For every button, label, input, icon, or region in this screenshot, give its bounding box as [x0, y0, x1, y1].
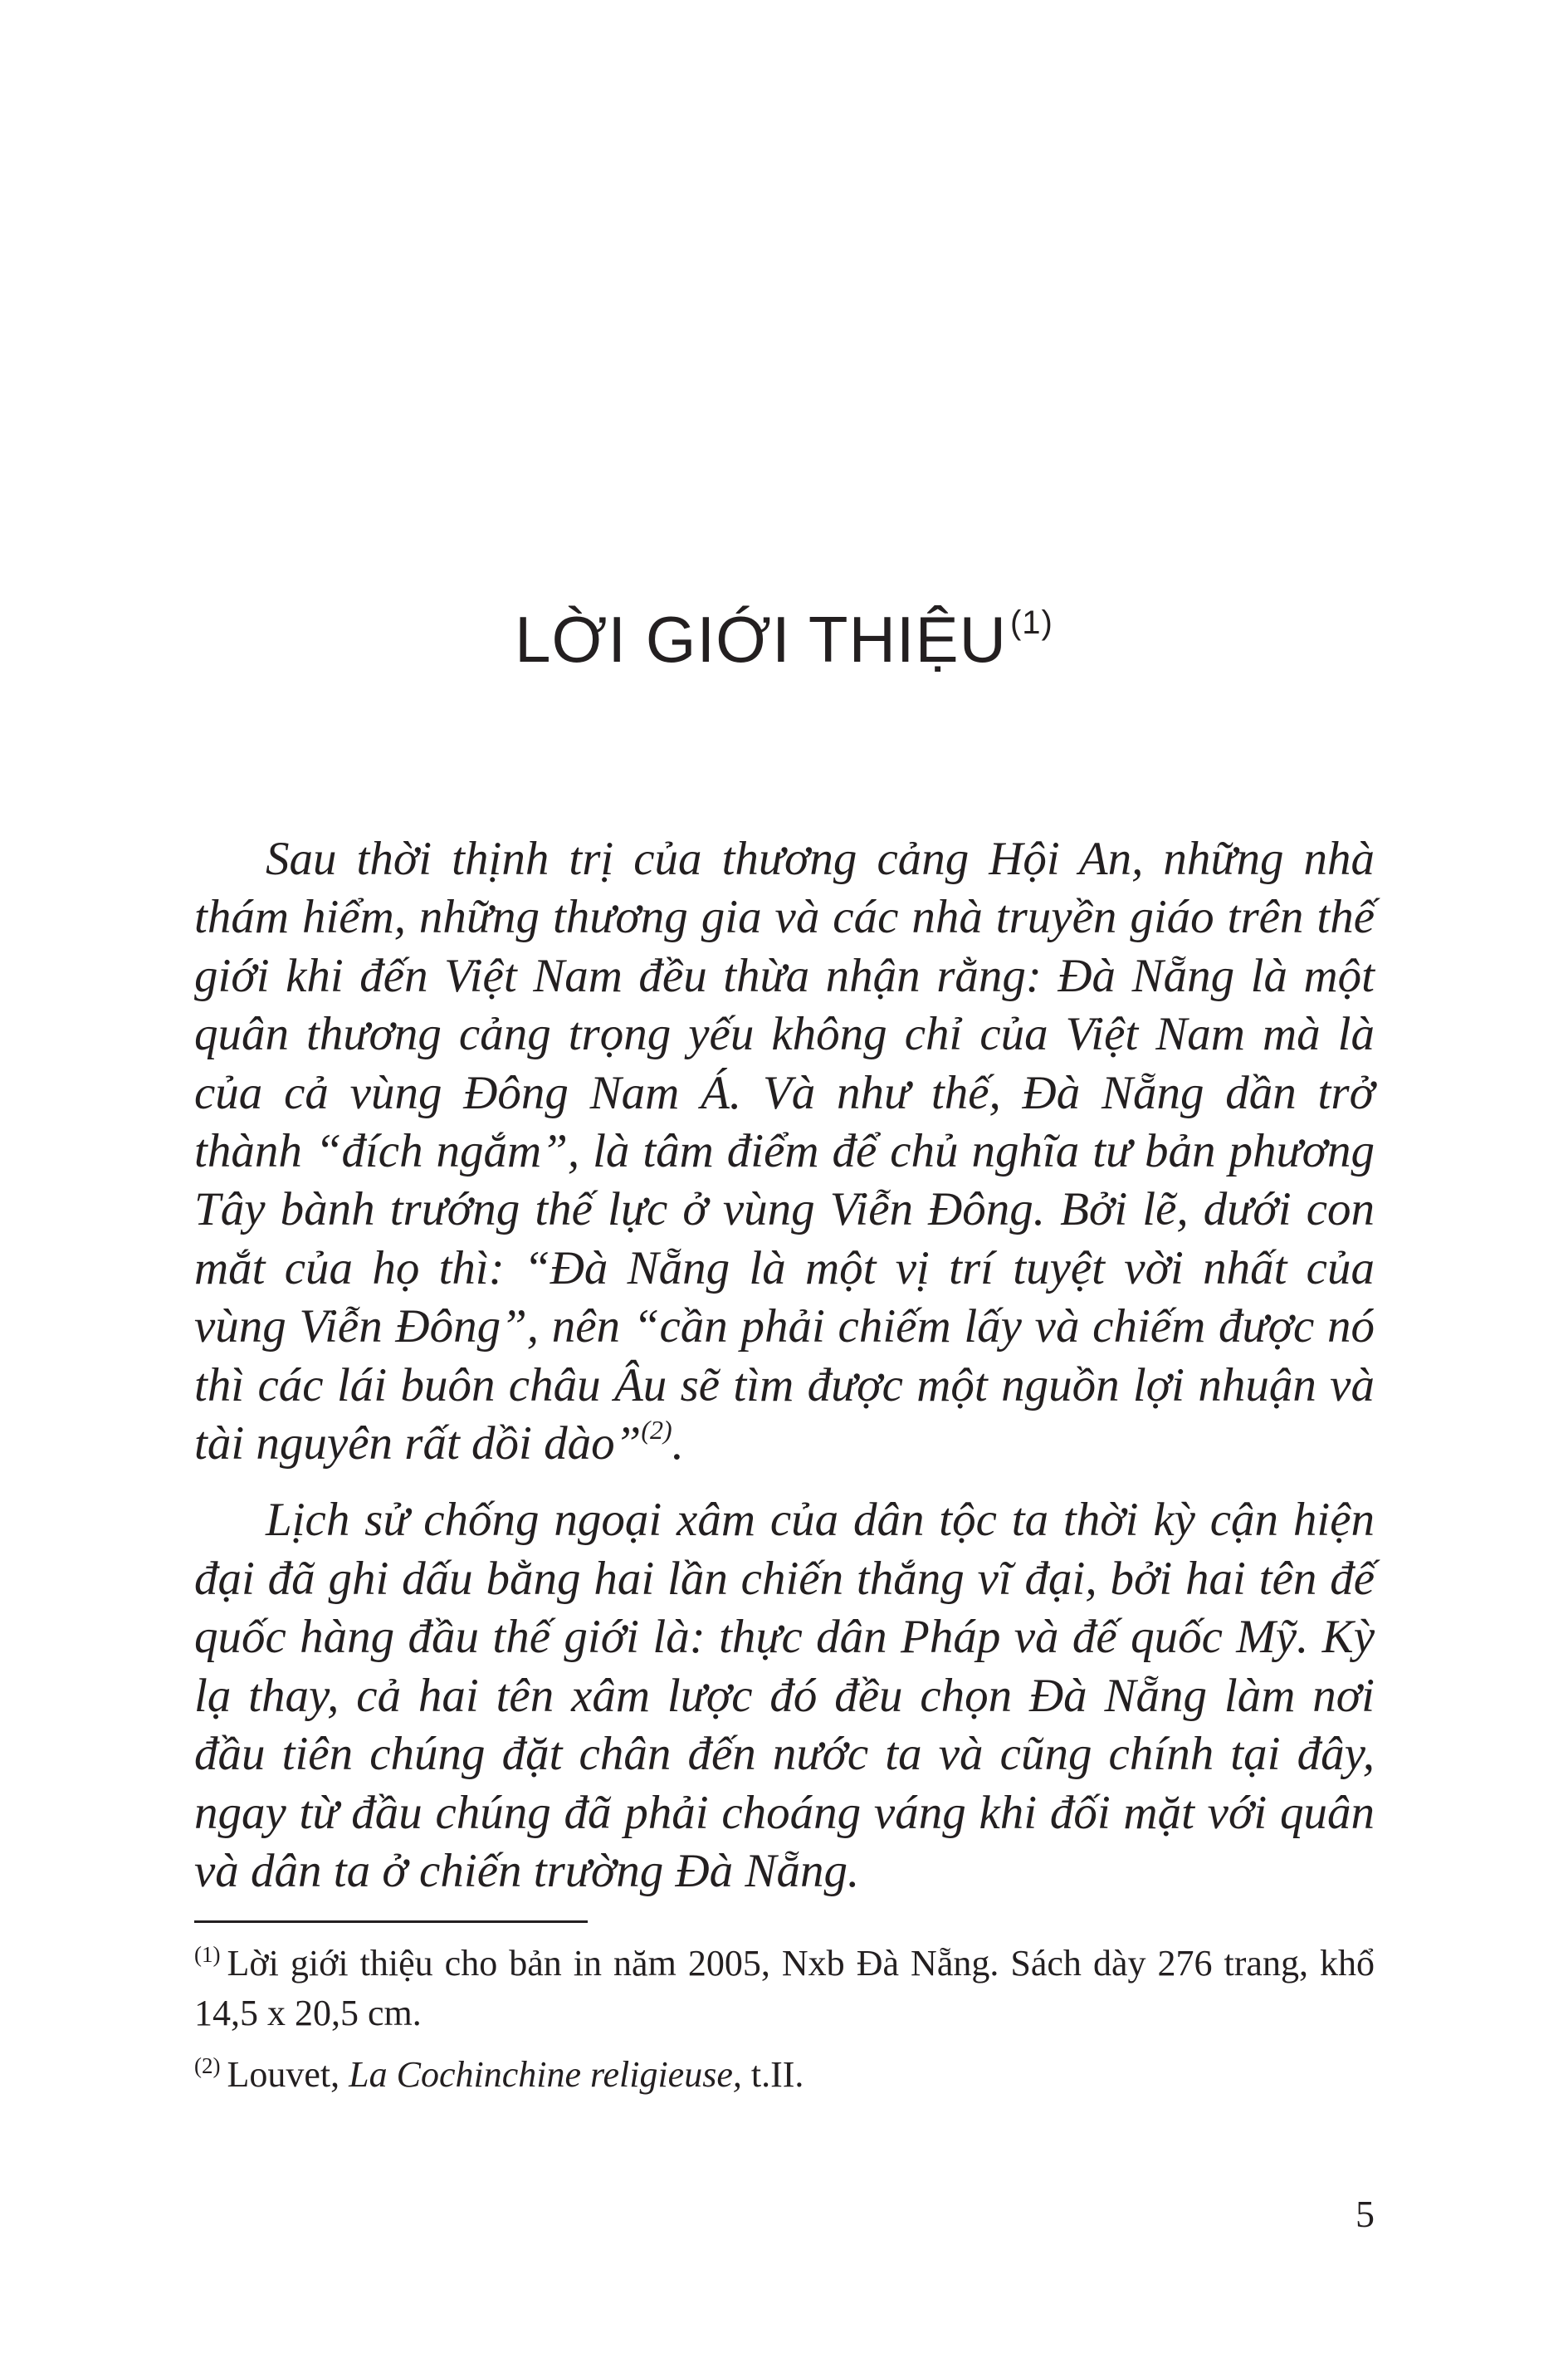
footnote-2-volume: t.II. [741, 2054, 804, 2095]
footnote-1-text: Lời giới thiệu cho bản in năm 2005, Nxb Đà Nẵng. Sách dày 276 trang, khổ 14,5 x 20,5 cm. [194, 1943, 1375, 2033]
footnote-1 [194, 1939, 1375, 2038]
paragraph-1 [194, 830, 1375, 1473]
body-text [194, 830, 1375, 1919]
footnote-2-marker: (2) [194, 2053, 221, 2078]
footnote-2 [194, 2050, 1375, 2100]
footnotes [194, 1939, 1375, 2111]
footnote-divider [194, 1920, 588, 1923]
paragraph-1-footnote-marker: (2) [641, 1415, 672, 1446]
title-text: LỜI GIỚI THIỆU [515, 603, 1007, 676]
paragraph-1-text: Sau thời thịnh trị của thương cảng Hội An, những nhà thám hiểm, những thương gia và các nhà truyền giáo trên thế giới khi đến Việt Nam đều thừa nhận rằng: Đà Nẵng là một quân thương cảng trọng yếu không chỉ của Việt Nam mà là của cả vùng Đông Nam Á. Và như thế, Đà Nẵng dần trở thành “đích ngắm”, là tâm điểm để chủ nghĩa tư bản phương Tây bành trướng thế lực ở vùng Viễn Đông. Bởi lẽ, dưới con mắt của họ thì: “Đà Nẵng là một vị trí tuyệt vời nhất của vùng Viễn Đông”, nên “cần phải chiếm lấy và chiếm được nó thì các lái buôn châu Âu sẽ tìm được một nguồn lợi nhuận và tài nguyên rất dồi dào” [194, 833, 1375, 1470]
footnote-2-author: Louvet, [227, 2054, 349, 2095]
paragraph-2: Lịch sử chống ngoại xâm của dân tộc ta thời kỳ cận hiện đại đã ghi dấu bằng hai lần chiến thắng vĩ đại, bởi hai tên đế quốc hàng đầu thế giới là: thực dân Pháp và đế quốc Mỹ. Kỳ lạ thay, cả hai tên xâm lược đó đều chọn Đà Nẵng làm nơi đầu tiên chúng đặt chân đến nước ta và cũng chính tại đây, ngay từ đầu chúng đã phải choáng váng khi đối mặt với quân và dân ta ở chiến trường Đà Nẵng. [194, 1494, 1375, 1897]
page-title [0, 602, 1568, 678]
paragraph-1-end: . [672, 1417, 684, 1470]
footnote-1-marker: (1) [194, 1942, 221, 1967]
title-footnote-marker: (1) [1009, 604, 1053, 641]
page-number: 5 [1356, 2193, 1375, 2235]
footnote-2-work-title: La Cochinchine religieuse, [349, 2054, 742, 2095]
